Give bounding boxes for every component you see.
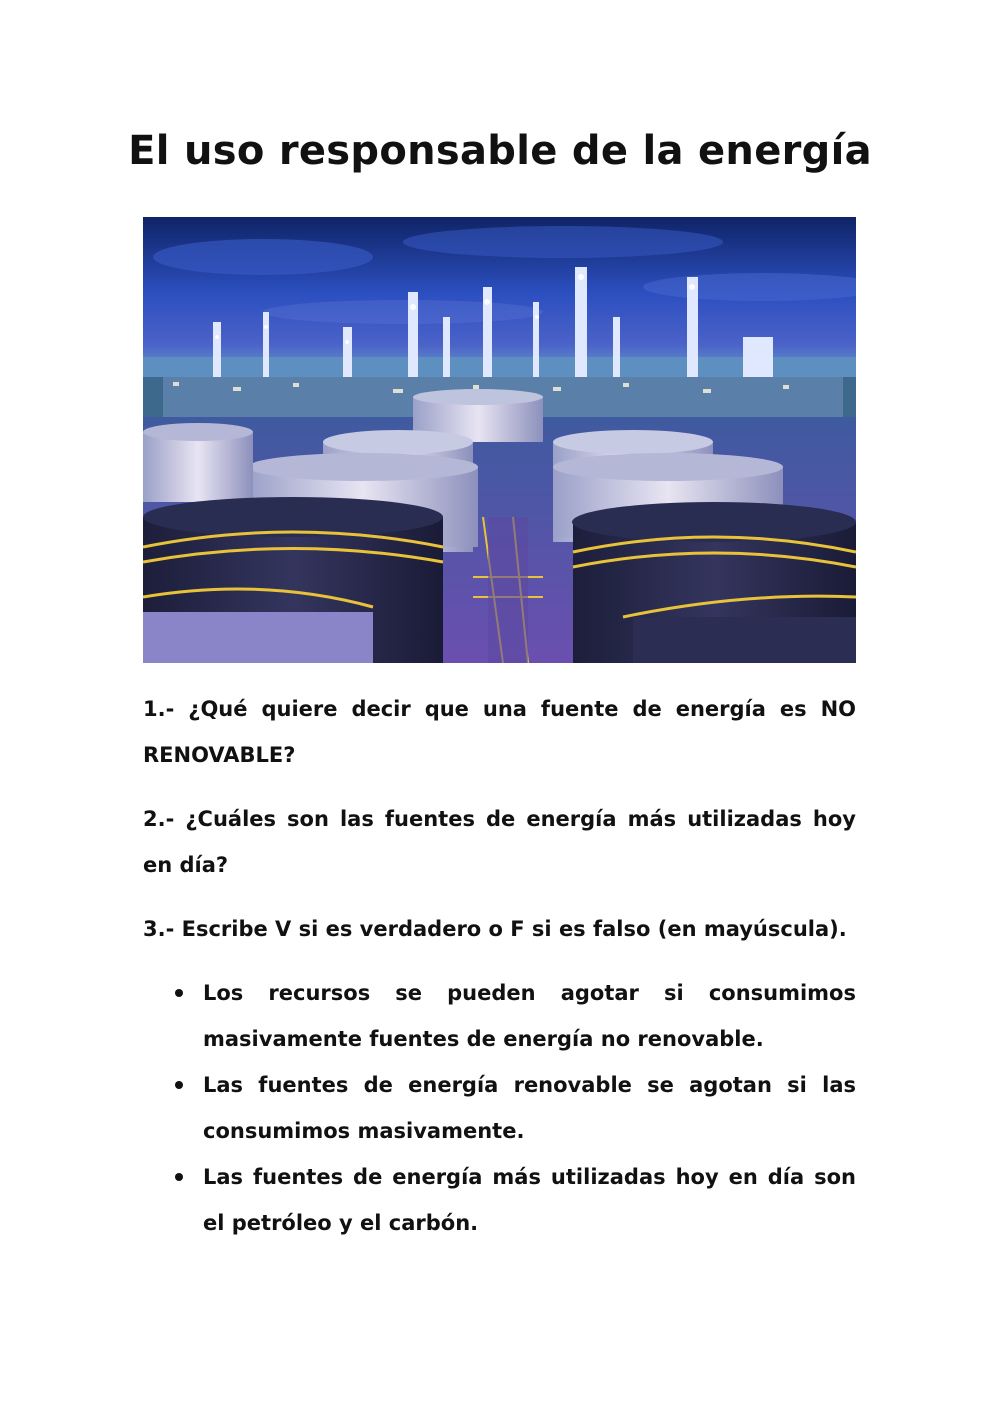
- statement-list: [143, 970, 856, 1246]
- bullet-icon: [175, 989, 183, 997]
- page-title: El uso responsable de la energía: [128, 128, 872, 174]
- bullet-icon: [175, 1173, 183, 1181]
- bullet-icon: [175, 1081, 183, 1089]
- statement-text: Los recursos se pueden agotar si consumimos masivamente fuentes de energía no renovable.: [203, 981, 856, 1051]
- list-item: [143, 1062, 856, 1154]
- worksheet-body: [143, 686, 856, 1246]
- refinery-photo: [143, 217, 856, 663]
- question-1: 1.- ¿Qué quiere decir que una fuente de energía es NO RENOVABLE?: [143, 697, 856, 767]
- statement-text: Las fuentes de energía más utilizadas hoy en día son el petróleo y el carbón.: [203, 1165, 856, 1235]
- question-2: 2.- ¿Cuáles son las fuentes de energía más utilizadas hoy en día?: [143, 807, 856, 877]
- list-item: [143, 1154, 856, 1246]
- list-item: [143, 970, 856, 1062]
- question-3: 3.- Escribe V si es verdadero o F si es falso (en mayúscula).: [143, 917, 847, 941]
- statement-text: Las fuentes de energía renovable se agotan si las consumimos masivamente.: [203, 1073, 856, 1143]
